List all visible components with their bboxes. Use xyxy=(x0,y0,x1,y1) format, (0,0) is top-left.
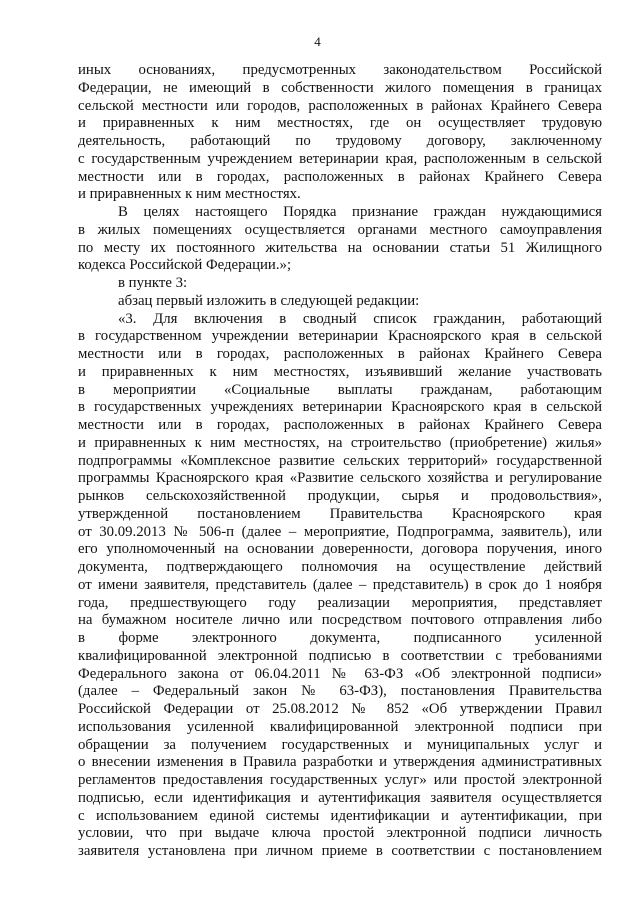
text-line: сельской местности или городов, расположенных в районах Крайнего Севера xyxy=(78,97,602,114)
text-line: в форме электронного документа, подписанного усиленной xyxy=(78,630,602,646)
text-line: местности или в городах, расположенных в районах Крайнего Севера xyxy=(78,417,602,433)
text-line: использования усиленной квалифицированной электронной подписи при xyxy=(78,718,602,735)
text-line: в мероприятии «Социальные выплаты гражданам, работающим xyxy=(78,381,602,398)
text-line: подпрограммы «Комплексное развитие сельских территорий» государственной xyxy=(78,452,602,469)
text-line: и приравненных к ним местностях, изъявивший желание участвовать xyxy=(78,363,602,380)
text-line: кодекса Российской Федерации.»; xyxy=(78,257,292,274)
text-line: подписью, если идентификация и аутентификация заявителя осуществляется xyxy=(78,789,602,806)
text-line: Федерального закона от 06.04.2011 № 63-ФЗ «Об электронной подписи» xyxy=(78,665,602,682)
text-line: на бумажном носителе лично или посредством почтового отправления либо xyxy=(78,612,602,629)
text-line: от 30.09.2013 № 506-п (далее – мероприятие, Подпрограмма, заявитель), или xyxy=(78,523,602,540)
text-line: в пункте 3: xyxy=(118,275,188,291)
text-line: Российской Федерации от 25.08.2012 № 852 «Об утверждении Правил xyxy=(78,701,602,717)
text-line: (далее – Федеральный закон № 63-ФЗ), постановления Правительства xyxy=(78,683,602,700)
text-line: его уполномоченный на основании доверенности, договора поручения, иного xyxy=(78,541,602,558)
document-body xyxy=(78,62,602,861)
text-line: абзац первый изложить в следующей редакции: xyxy=(118,292,420,309)
page-number: 4 xyxy=(314,34,321,49)
text-line: с использованием единой системы идентификации и аутентификации, при xyxy=(78,807,602,824)
text-line: обращении за получением государственных и муниципальных услуг и xyxy=(78,736,602,753)
text-line: «3. Для включения в сводный список гражданин, работающий xyxy=(118,310,602,327)
text-line: иных основаниях, предусмотренных законодательством Российской xyxy=(78,62,602,78)
text-line: программы Красноярского края «Развитие сельского хозяйства и регулирование xyxy=(78,470,602,487)
text-line: в государственном учреждении ветеринарии Красноярского края в сельской xyxy=(78,328,602,345)
text-line: года, предшествующего году реализации мероприятия, представляет xyxy=(78,594,602,611)
text-line: местности или в городах, расположенных в районах Крайнего Севера xyxy=(78,346,602,362)
text-line: Федерации, не имеющий в собственности жилого помещения в границах xyxy=(78,79,602,96)
text-line: с государственным учреждением ветеринарии края, расположенным в сельской xyxy=(78,150,602,167)
text-line: регламентов предоставления государственных услуг» или простой электронной xyxy=(78,772,602,788)
text-line: о внесении изменения в Правила разработки и утверждения административных xyxy=(78,754,602,771)
text-line: документа, подтверждающего полномочия на осуществление действий xyxy=(78,559,602,575)
text-line: В целях настоящего Порядка признание граждан нуждающимися xyxy=(118,204,602,220)
text-line: условии, что при выдаче ключа простой электронной подписи личность xyxy=(78,825,602,842)
text-line: и приравненных к ним местностях. xyxy=(78,186,301,203)
text-line: утвержденной постановлением Правительства Красноярского края xyxy=(78,505,602,522)
text-line: рынков сельскохозяйственной продукции, сырья и продовольствия», xyxy=(78,488,602,504)
text-line: деятельность, работающий по трудовому договору, заключенному xyxy=(78,133,602,149)
text-line: и приравненных к ним местностях, на строительство (приобретение) жилья» xyxy=(78,434,602,451)
text-line: местности или в городах, расположенных в районах Крайнего Севера xyxy=(78,168,602,185)
text-line: квалифицированной электронной подписью в соответствии с требованиями xyxy=(78,647,602,664)
text-line: в государственных учреждениях ветеринарии Красноярского края в сельской xyxy=(78,399,602,416)
text-line: и приравненных к ним местностях, где он осуществляет трудовую xyxy=(78,115,602,132)
text-line: заявителя установлена при личном приеме в соответствии с постановлением xyxy=(78,843,602,859)
text-line: от имени заявителя, представитель (далее – представитель) в срок до 1 ноября xyxy=(78,576,602,593)
text-line: в жилых помещениях осуществляется органами местного самоуправления xyxy=(78,221,602,238)
text-line: по месту их постоянного жительства на основании статьи 51 Жилищного xyxy=(78,239,602,256)
